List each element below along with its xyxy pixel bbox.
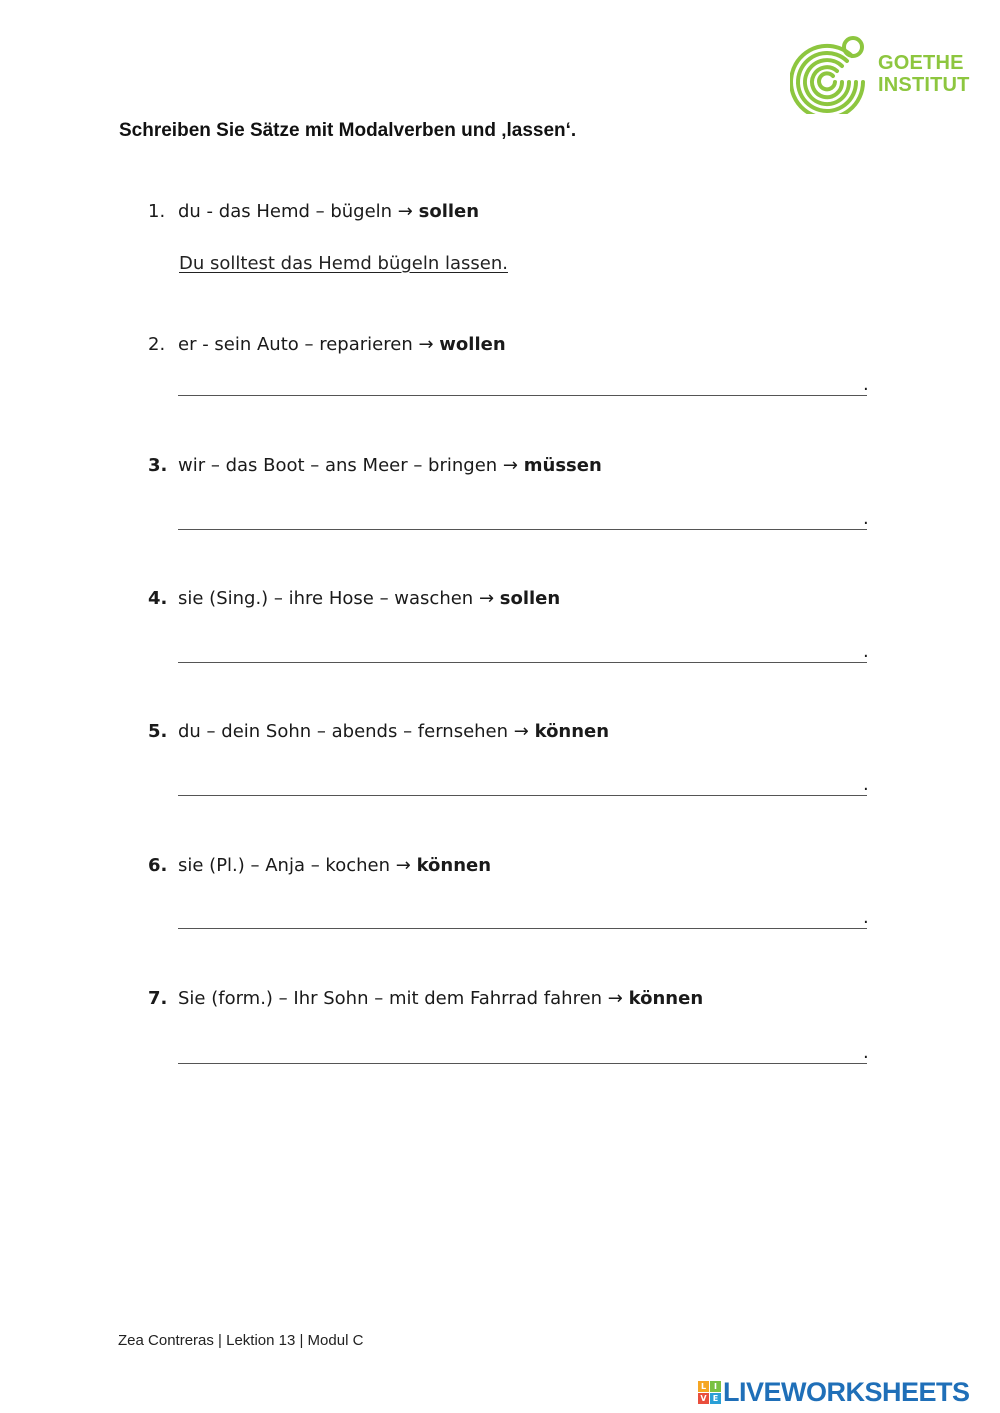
icon-letter: I (710, 1381, 721, 1392)
answer-input-4[interactable] (178, 640, 867, 663)
answer-input-3[interactable] (178, 507, 867, 530)
answer-input-2[interactable] (178, 373, 867, 396)
exercise-verb: wollen (439, 334, 506, 355)
exercise-6 (148, 854, 491, 878)
sentence-period: . (863, 907, 869, 928)
exercise-verb: können (416, 855, 492, 876)
exercise-number: 2. (148, 334, 166, 355)
goethe-spiral-icon (790, 34, 870, 114)
example-answer: Du solltest das Hemd bügeln lassen. (179, 253, 508, 274)
exercise-5 (148, 720, 609, 744)
liveworksheets-icon (698, 1381, 721, 1404)
icon-letter: L (698, 1381, 709, 1392)
sentence-period: . (863, 641, 869, 662)
answer-input-7[interactable] (178, 1041, 867, 1064)
exercise-prompt: du – dein Sohn – abends – fernsehen → (178, 721, 529, 742)
icon-letter: V (698, 1393, 709, 1404)
logo-line-2: INSTITUT (878, 74, 970, 96)
logo-text (878, 52, 970, 96)
exercise-2 (148, 333, 506, 357)
logo-line-1: GOETHE (878, 52, 964, 74)
liveworksheets-logo (698, 1377, 970, 1408)
exercise-verb: können (534, 721, 610, 742)
worksheet-title: Schreiben Sie Sätze mit Modalverben und ‚lassen‘. (119, 120, 577, 141)
exercise-verb: müssen (523, 455, 602, 476)
exercise-number: 6. (148, 855, 168, 876)
exercise-number: 1. (148, 201, 166, 222)
goethe-institut-logo (790, 34, 980, 114)
exercise-prompt: sie (Pl.) – Anja – kochen → (178, 855, 411, 876)
page-footer: Zea Contreras | Lektion 13 | Modul C (118, 1332, 364, 1349)
exercise-number: 3. (148, 455, 168, 476)
liveworksheets-wordmark: LIVEWORKSHEETS (723, 1377, 970, 1407)
sentence-period: . (863, 508, 869, 529)
icon-letter: E (710, 1393, 721, 1404)
exercise-1 (148, 200, 479, 224)
exercise-3 (148, 454, 602, 478)
sentence-period: . (863, 374, 869, 395)
exercise-verb: sollen (418, 201, 480, 222)
exercise-verb: können (628, 988, 704, 1009)
exercise-prompt: Sie (form.) – Ihr Sohn – mit dem Fahrrad fahren → (178, 988, 623, 1009)
sentence-period: . (863, 1042, 869, 1063)
answer-input-6[interactable] (178, 906, 867, 929)
sentence-period: . (863, 774, 869, 795)
exercise-verb: sollen (499, 588, 561, 609)
exercise-4 (148, 587, 560, 611)
exercise-prompt: sie (Sing.) – ihre Hose – waschen → (178, 588, 495, 609)
exercise-prompt: er - sein Auto – reparieren → (178, 334, 434, 355)
exercise-number: 5. (148, 721, 168, 742)
exercise-number: 4. (148, 588, 168, 609)
answer-input-5[interactable] (178, 773, 867, 796)
exercise-prompt: du - das Hemd – bügeln → (178, 201, 413, 222)
exercise-7 (148, 987, 703, 1011)
exercise-prompt: wir – das Boot – ans Meer – bringen → (178, 455, 519, 476)
exercise-number: 7. (148, 988, 168, 1009)
